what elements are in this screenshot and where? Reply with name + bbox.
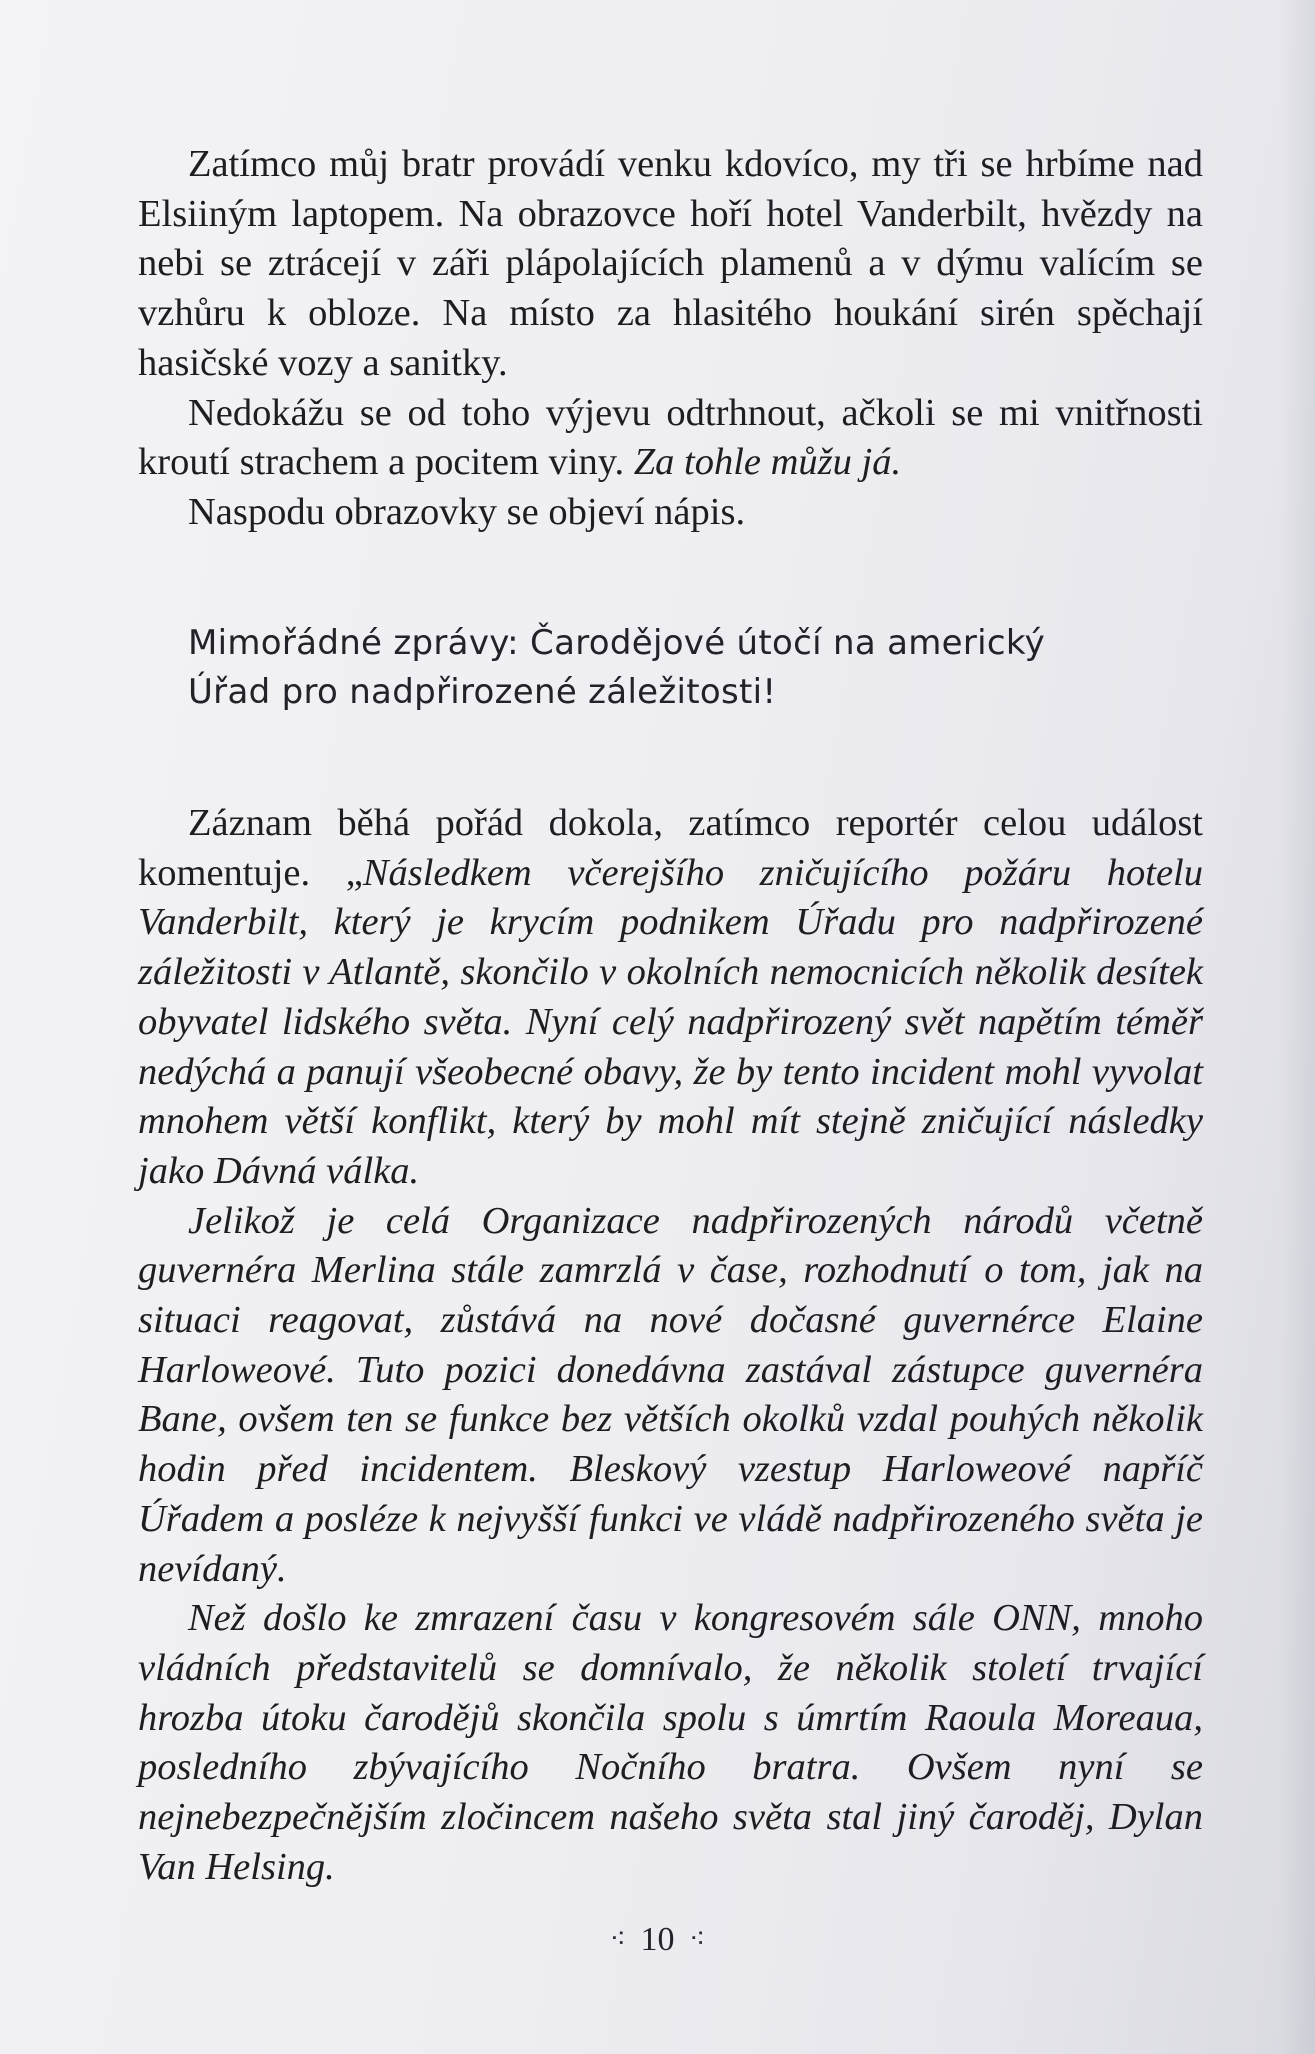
news-caption-line-1: Mimořádné zprávy: Čarodějové útočí na americký <box>188 622 1046 663</box>
paragraph-2-text: Nedokážu se od toho výjevu odtrhnout, ačkoli se mi vnitřnosti kroutí strachem a pocitem viny. <box>138 391 1203 484</box>
paragraph-4-text: Záznam běhá pořád dokola, zatímco reportér celou událost komentuje. „ <box>138 802 1203 894</box>
page-number-footer <box>0 1921 1315 1959</box>
page-edge-shadow <box>1279 0 1315 2054</box>
news-caption-line-2: Úřad pro nadpřirozené záležitosti! <box>188 672 777 713</box>
paragraph-2-italic: Za tohle můžu já. <box>633 441 902 484</box>
paragraph-4 <box>138 799 1203 1197</box>
news-caption <box>188 619 1203 718</box>
paragraph-4-italic: Následkem včerejšího zničujícího požáru hotelu Vanderbilt, který je krycím podnikem Úřadu pro nadpřirozené záležitosti v Atlantě, skončilo v okolních nemocnicích několik desítek obyvatel lidského světa. Nyní celý nadpřirozený svět napětím téměř nedýchá a panují všeobecné obavy, že by tento incident mohl vyvolat mnohem větší konflikt, který by mohl mít stejně zničující následky jako Dávná válka. <box>138 851 1203 1192</box>
paragraph-5: Jelikož je celá Organizace nadpřirozených národů včetně guvernéra Merlina stále zamrzlá v čase, rozhodnutí o tom, jak na situaci reagovat, zůstává na nové dočasné guvernérce Elaine Harloweové. Tuto pozici donedávna zastával zástupce guvernéra Bane, ovšem ten se funkce bez větších okolků vzdal pouhých několik hodin před incidentem. Bleskový vzestup Harloweové napříč Úřadem a posléze k nejvyšší funkci ve vládě nadpřirozeného světa je nevídaný. <box>138 1199 1203 1590</box>
paragraph-1: Zatímco můj bratr provádí venku kdovíco, my tři se hrbíme nad Elsiiným laptopem. Na obrazovce hoří hotel Vanderbilt, hvězdy na nebi se ztrácejí v záři plápolajících plamenů a v dýmu valícím se vzhůru k obloze. Na místo za hlasitého houkání sirén spěchají hasičské vozy a sanitky. <box>138 143 1203 384</box>
paragraph-6: Než došlo ke zmrazení času v kongresovém sále ONN, mnoho vládních představitelů se domnívalo, že několik století trvající hrozba útoku čarodějů skončila spolu s úmrtím Raoula Moreaua, posledního zbývajícího Nočního bratra. Ovšem nyní se nejnebezpečnějším zločincem našeho světa stal jiný čaroděj, Dylan Van Helsing. <box>138 1597 1203 1888</box>
page-number: 10 <box>640 1921 675 1958</box>
body-text <box>138 140 1203 1893</box>
left-ornament-icon: ⁖ <box>609 1924 626 1955</box>
right-ornament-icon: ⁖ <box>689 1924 706 1955</box>
paragraph-3: Naspodu obrazovky se objeví nápis. <box>188 490 746 533</box>
paragraph-2 <box>138 389 1203 488</box>
